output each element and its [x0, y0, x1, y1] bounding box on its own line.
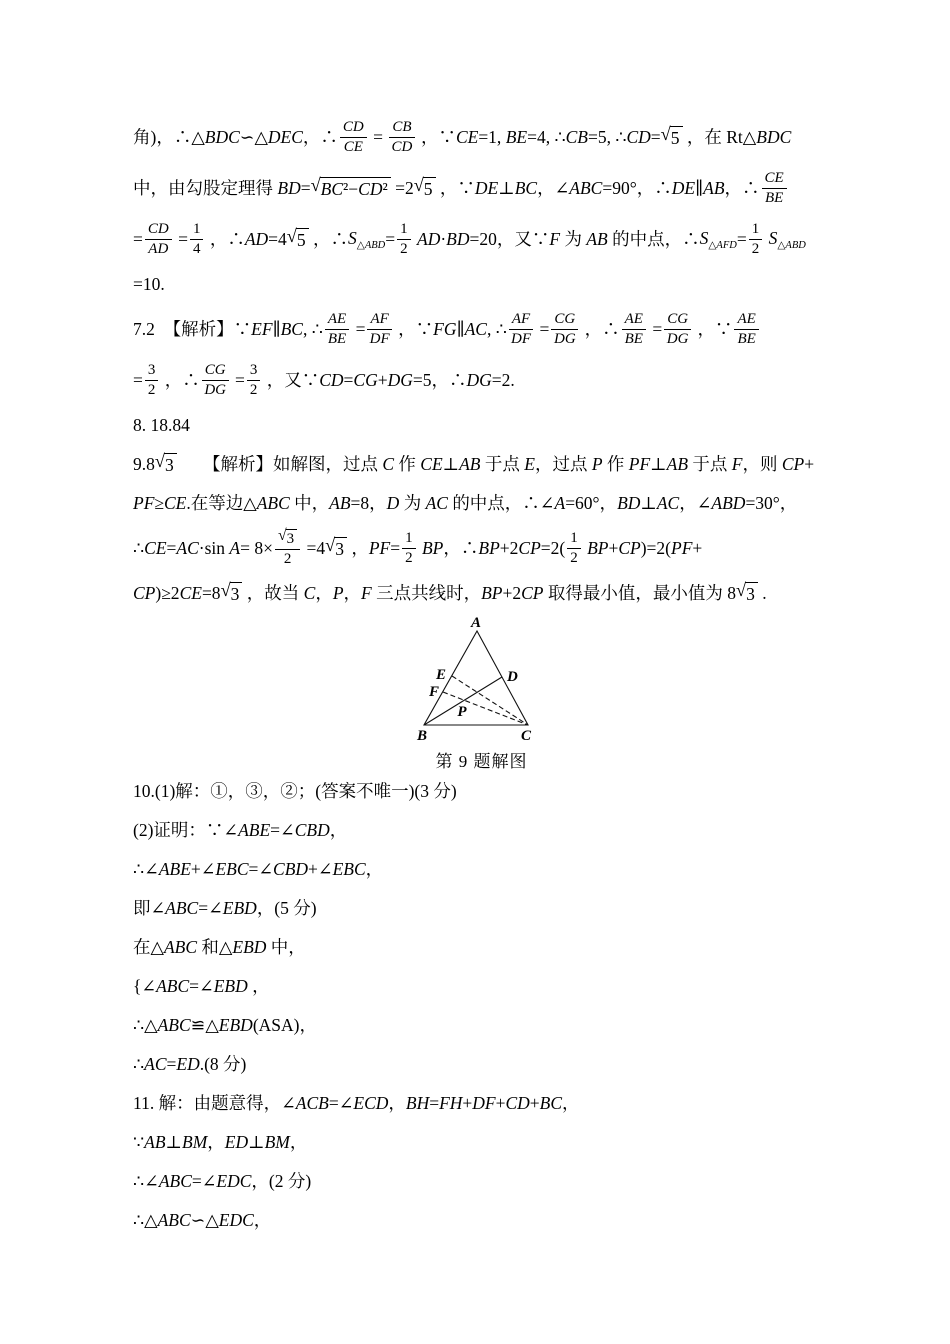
radical: √ 3: [221, 582, 243, 606]
text-run: 即∠ABC=∠EBD，(5 分): [133, 897, 317, 918]
text-run: ，∵: [693, 318, 733, 339]
text-run: ，又∵CD=CG+DG=5，∴DG=2.: [262, 369, 515, 390]
text-run: 9.8: [133, 453, 155, 474]
text-run: ，∵CE=1, BE=4, ∴CB=5, ∴CD=: [416, 126, 661, 147]
document-line: [133, 1045, 830, 1084]
text-run: AD·BD=20，又∵F 为 AB 的中点，∴: [417, 228, 700, 249]
vertex-label-a: A: [470, 615, 482, 631]
text-run: PF≥CE.在等边△ABC 中，AB=8，D 为 AC 的中点，∴∠A=60°，BD⊥AC，∠ABD=30°，: [133, 492, 798, 513]
fraction: 1 2: [567, 530, 581, 568]
subscripted-symbol: $S_{\triangle ABD}$: [768, 227, 806, 251]
fraction: $\frac{1}{2}$: [397, 221, 411, 259]
document-line: [133, 1006, 830, 1045]
fraction: $\frac{CG}{DG}$: [551, 311, 578, 349]
radical: √ 3: [155, 453, 177, 477]
text-run: ∴∠ABC=∠EDC，(2 分): [133, 1170, 312, 1191]
fraction: $\frac{1}{2}$: [749, 221, 763, 259]
text-run: =: [133, 369, 143, 390]
document-line: [133, 967, 830, 1006]
document-line: [133, 163, 830, 214]
text-run: =4: [302, 537, 326, 558]
text-run: ，∴: [580, 318, 620, 339]
text-run: ∴AC=ED.(8 分): [133, 1053, 247, 1074]
vertex-label-b: B: [416, 728, 428, 744]
fraction: CE BE: [762, 170, 787, 208]
radical: √ 3: [278, 529, 297, 548]
point-label-d: D: [507, 669, 518, 685]
document-line: [133, 928, 830, 967]
document-line: [133, 850, 830, 889]
text-run: 11. 解：由题意得，∠ACB=∠ECD，BH=FH+DF+CD+BC，: [133, 1092, 580, 1113]
text-run: (2)证明：∵∠ABE=∠CBD，: [133, 819, 348, 840]
radical: √ 3: [325, 537, 347, 561]
text-run: ，∴: [160, 369, 200, 390]
radical: √ BC²−CD²: [311, 177, 391, 201]
text-run: ∴: [311, 318, 323, 339]
text-run: CP)≥2CE=8: [133, 582, 221, 603]
document-line: [133, 406, 830, 445]
document-line: [133, 1162, 830, 1201]
document-line: [133, 772, 830, 811]
fraction-with-radical: √ 3 2: [275, 529, 300, 569]
solution-lines-top: [133, 112, 830, 613]
solution-lines-bottom: [133, 772, 830, 1240]
document-line: [133, 484, 830, 523]
text-run: =: [230, 369, 245, 390]
figure-caption: 第 9 题解图: [435, 752, 528, 771]
text-run: ∵AB⊥BM，ED⊥BM，: [133, 1131, 308, 1152]
fraction: $\frac{AE}{BE}$: [622, 311, 646, 349]
fraction: $\frac{1}{4}$: [190, 221, 204, 259]
text-run: =: [385, 228, 396, 249]
fraction: $\frac{CD}{CE}$: [340, 119, 367, 157]
text-run: =: [351, 318, 366, 339]
text-run: ，∴AD=4: [205, 228, 287, 249]
point-label-p: P: [457, 704, 467, 720]
figure-block: [133, 615, 830, 772]
text-run: ∴CE=AC·sin A= 8×: [133, 537, 273, 558]
text-run: ∴△ABC≌△EBD(ASA)，: [133, 1014, 317, 1035]
document-line: [133, 523, 830, 574]
fraction: $\frac{CB}{CD}$: [389, 119, 414, 157]
point-label-e: E: [435, 667, 446, 683]
document-line: [133, 214, 830, 265]
document-line: [133, 811, 830, 850]
text-run: =: [133, 228, 143, 249]
radical: √ 5: [287, 228, 309, 252]
radical: √ 3: [736, 582, 758, 606]
text-run: 8. 18.84: [133, 414, 190, 435]
text-run: 10.(1)解：①，③，②；(答案不唯一)(3 分): [133, 780, 457, 801]
text-run: 角)，∴△BDC∽△DEC，∴: [133, 126, 338, 147]
text-run: ，PF=: [346, 537, 401, 558]
fraction: $\frac{AF}{DF}$: [367, 311, 391, 349]
radical: √ 5: [414, 177, 436, 201]
fraction: $\frac{CG}{DG}$: [202, 362, 229, 400]
document-line: [133, 304, 830, 355]
fraction: $\frac{AF}{DF}$: [509, 311, 533, 349]
fraction: $\frac{CD}{AD}$: [145, 221, 172, 259]
fraction: $\frac{1}{2}$: [402, 530, 416, 568]
text-run: 7.2 【解析】∵EF∥BC,: [133, 318, 312, 339]
text-run: =: [736, 228, 747, 249]
text-run: ，∵FG∥AC, ∴: [393, 318, 507, 339]
text-run: BP+CP)=2(PF+: [587, 537, 703, 558]
document-line: [133, 355, 830, 406]
text-run: =: [173, 228, 188, 249]
text-run: =: [368, 126, 388, 147]
text-run: ，∵DE⊥BC，∠ABC=90°，∴DE∥AB，∴: [435, 177, 760, 198]
text-run: =10.: [133, 273, 165, 294]
text-run: 【解析】如解图，过点 C 作 CE⊥AB 于点 E，过点 P 作 PF⊥AB 于点 F，则 CP+: [176, 453, 815, 474]
text-run: =2: [390, 177, 414, 198]
document-line: [133, 889, 830, 928]
text-run: =: [535, 318, 550, 339]
text-run: BP，∴BP+2CP=2(: [421, 537, 566, 558]
radical: √ 5: [661, 126, 683, 150]
fraction: $\frac{3}{2}$: [247, 362, 261, 400]
document-line: [133, 265, 830, 304]
text-run: ，∴: [308, 228, 348, 249]
vertex-label-c: C: [520, 728, 532, 744]
text-run: 中，由勾股定理得 BD=: [133, 177, 311, 198]
fraction: $\frac{AE}{BE}$: [325, 311, 349, 349]
text-run: ，故当 C，P，F 三点共线时，BP+2CP 取得最小值，最小值为 8: [242, 582, 736, 603]
document-line: [133, 112, 830, 163]
subscripted-symbol: $S_{\triangle ABD}$: [348, 227, 386, 251]
document-line: [133, 1201, 830, 1240]
text-run: =: [647, 318, 663, 339]
fraction: $\frac{CG}{DG}$: [664, 311, 691, 349]
point-label-f: F: [428, 684, 439, 700]
document-line: [133, 574, 830, 613]
triangle-figure: [414, 615, 549, 747]
text-run: ∴∠ABE+∠EBC=∠CBD+∠EBC，: [133, 858, 384, 879]
subscripted-symbol: $S_{\triangle AFD}$: [699, 227, 737, 251]
text-run: 在△ABC 和△EBD 中，: [133, 936, 306, 957]
document-line: [133, 445, 830, 484]
text-run: {∠ABC=∠EBD ，: [133, 975, 270, 996]
document-line: [133, 1123, 830, 1162]
fraction: $\frac{3}{2}$: [145, 362, 159, 400]
text-run: ∴△ABC∽△EDC，: [133, 1209, 272, 1230]
fraction: AE BE: [734, 311, 758, 349]
document-line: [133, 1084, 830, 1123]
text-run: ，在 Rt△BDC: [682, 126, 792, 147]
text-run: .: [757, 582, 767, 603]
dashed-segment-fc: [443, 692, 528, 725]
